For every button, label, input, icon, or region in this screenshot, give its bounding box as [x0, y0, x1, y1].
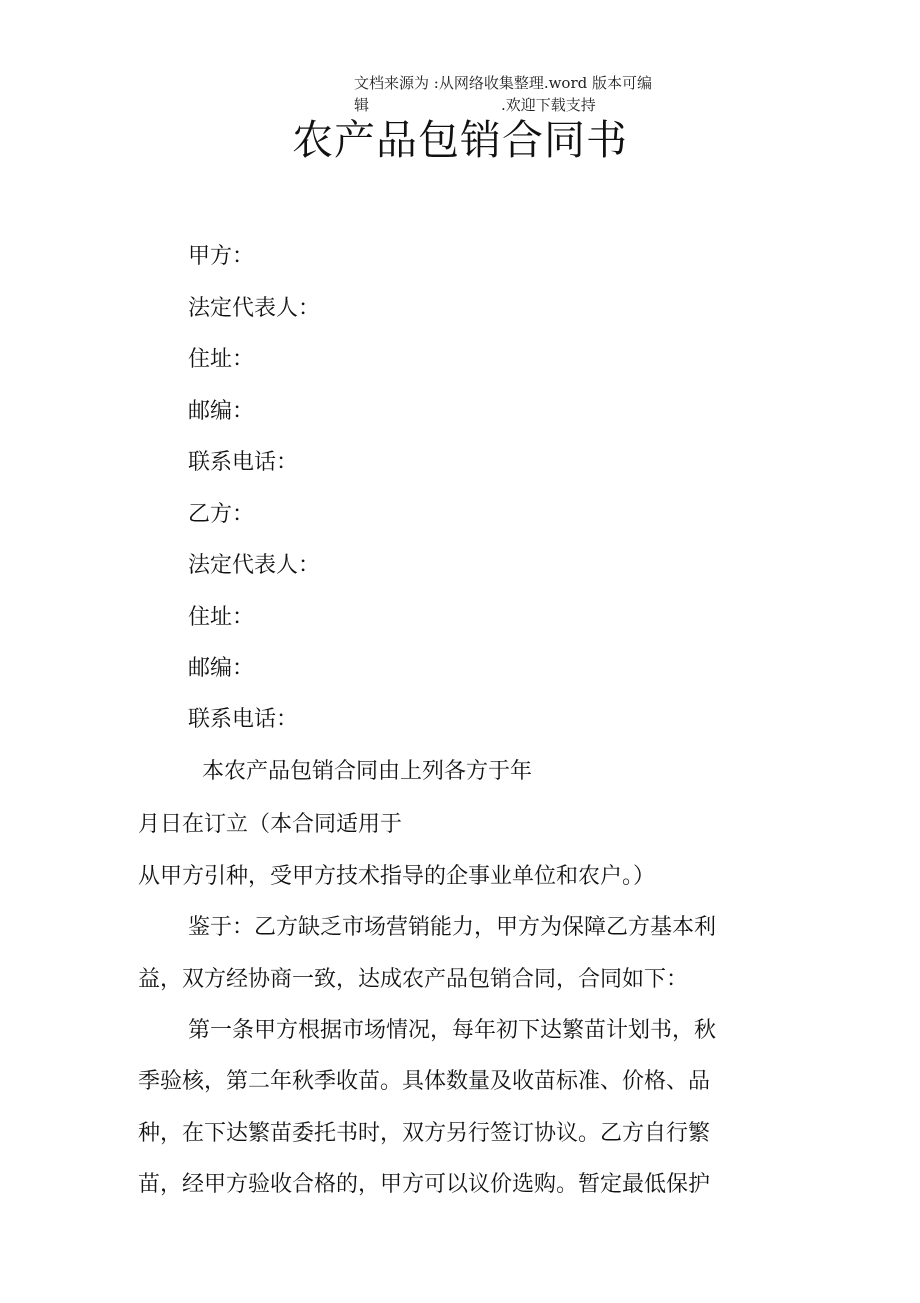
article-1-line-3: 种，在下达繁苗委托书时，双方另行签订协议。乙方自行繁 — [138, 1121, 711, 1146]
party-a-phone-label: 联系电话： — [188, 450, 299, 475]
party-a-address-label: 住址： — [188, 347, 255, 372]
source-note-line-2-right: .欢迎下载支持 — [501, 96, 596, 114]
article-1-line-4: 苗，经甲方验收合格的，甲方可以议价选购。暂定最低保护 — [138, 1172, 711, 1197]
source-note-line-1: 文档来源为 :从网络收集整理.word 版本可编 — [354, 74, 653, 92]
intro-line-1: 本农产品包销合同由上列各方于年 — [202, 759, 533, 784]
article-1-line-1: 第一条甲方根据市场情况，每年初下达繁苗计划书，秋 — [188, 1018, 717, 1043]
source-note — [354, 72, 694, 116]
party-b-postcode-label: 邮编： — [188, 656, 255, 681]
intro-line-3: 从甲方引种，受甲方技术指导的企事业单位和农户。） — [138, 864, 656, 889]
party-a-legal-rep-label: 法定代表人： — [188, 296, 321, 321]
party-b-phone-label: 联系电话： — [188, 707, 299, 732]
whereas-line-1: 鉴于：乙方缺乏市场营销能力，甲方为保障乙方基本利 — [188, 915, 717, 940]
party-b-address-label: 住址： — [188, 605, 255, 630]
intro-line-2: 月日在订立（本合同适用于 — [138, 812, 403, 837]
source-note-line-2-left: 辑 — [354, 96, 370, 114]
document-title: 农产品包销合同书 — [292, 116, 628, 164]
article-1-line-2: 季验核，第二年秋季收苗。具体数量及收苗标准、价格、品 — [138, 1069, 711, 1094]
whereas-line-2: 益，双方经协商一致，达成农产品包销合同，合同如下： — [138, 967, 689, 992]
party-a-label: 甲方： — [188, 244, 255, 269]
party-b-label: 乙方： — [188, 502, 255, 527]
party-b-legal-rep-label: 法定代表人： — [188, 553, 321, 578]
party-a-postcode-label: 邮编： — [188, 399, 255, 424]
